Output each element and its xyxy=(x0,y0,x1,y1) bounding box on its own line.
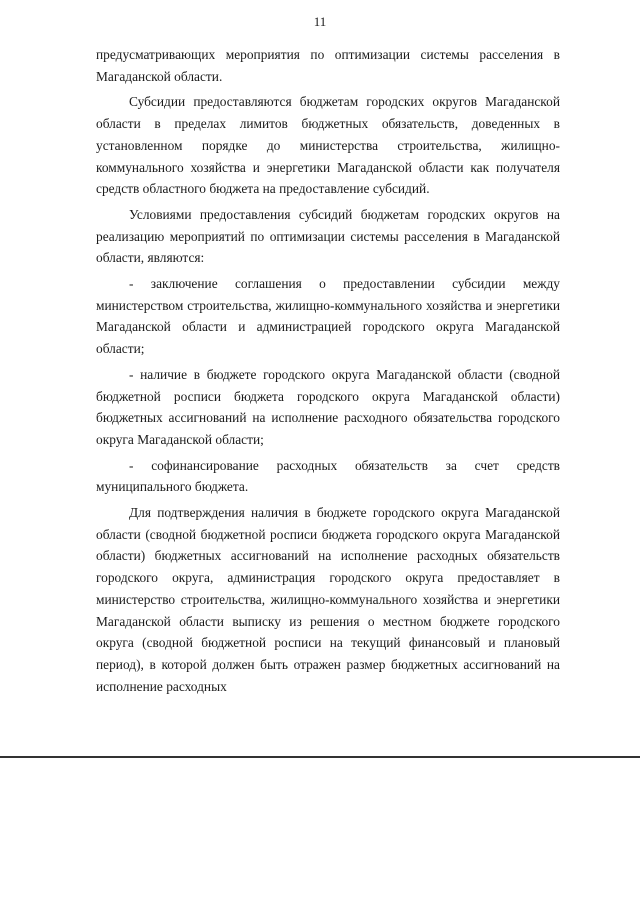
paragraph-2: Субсидии предоставляются бюджетам городских округов Магаданской области в пределах лимитов бюджетных обязательств, доведенных в установленном порядке до министерства строительства, жилищно-коммунального хозяйства и энергетики Магаданской области как получателя средств областного бюджета на предоставление субсидий. xyxy=(96,94,560,197)
paragraph-1: предусматривающих мероприятия по оптимизации системы расселения в Магаданской области. xyxy=(96,47,560,84)
paragraph-confirmation: Для подтверждения наличия в бюджете городского округа Магаданской области (сводной бюджетной росписи бюджета городского округа Магаданской области) бюджетных ассигнований на исполнение расходных обязательств городского округа, администрация городского округа предоставляет в министерство строительства, жилищно-коммунального хозяйства и энергетики Магаданской области выписку из решения о местном бюджете городского округа (сводной бюджетной росписи на текущий финансовый и плановый период), в которой должен быть отражен размер бюджетных ассигнований на исполнение расходных xyxy=(96,505,560,694)
paragraph-3: Условиями предоставления субсидий бюджетам городских округов на реализацию мероприятий по оптимизации системы расселения в Магаданской области, являются: xyxy=(96,206,560,266)
list-item-agreement: - заключение соглашения о предоставлении субсидии между министерством строительства, жилищно-коммунального хозяйства и энергетики Магаданской области и администрацией городского округа Магаданской области; xyxy=(96,276,560,357)
document-body xyxy=(96,44,560,697)
page-number: 11 xyxy=(313,14,327,29)
list-item-budget-availability: - наличие в бюджете городского округа Магаданской области (сводной бюджетной росписи бюджета городского округа Магаданской области) бюджетных ассигнований на исполнение расходного обязательства городского округа Магаданской области; xyxy=(96,366,560,447)
bottom-divider xyxy=(0,756,640,758)
list-item-cofinancing: - софинансирование расходных обязательств за счет средств муниципального бюджета. xyxy=(96,457,560,495)
